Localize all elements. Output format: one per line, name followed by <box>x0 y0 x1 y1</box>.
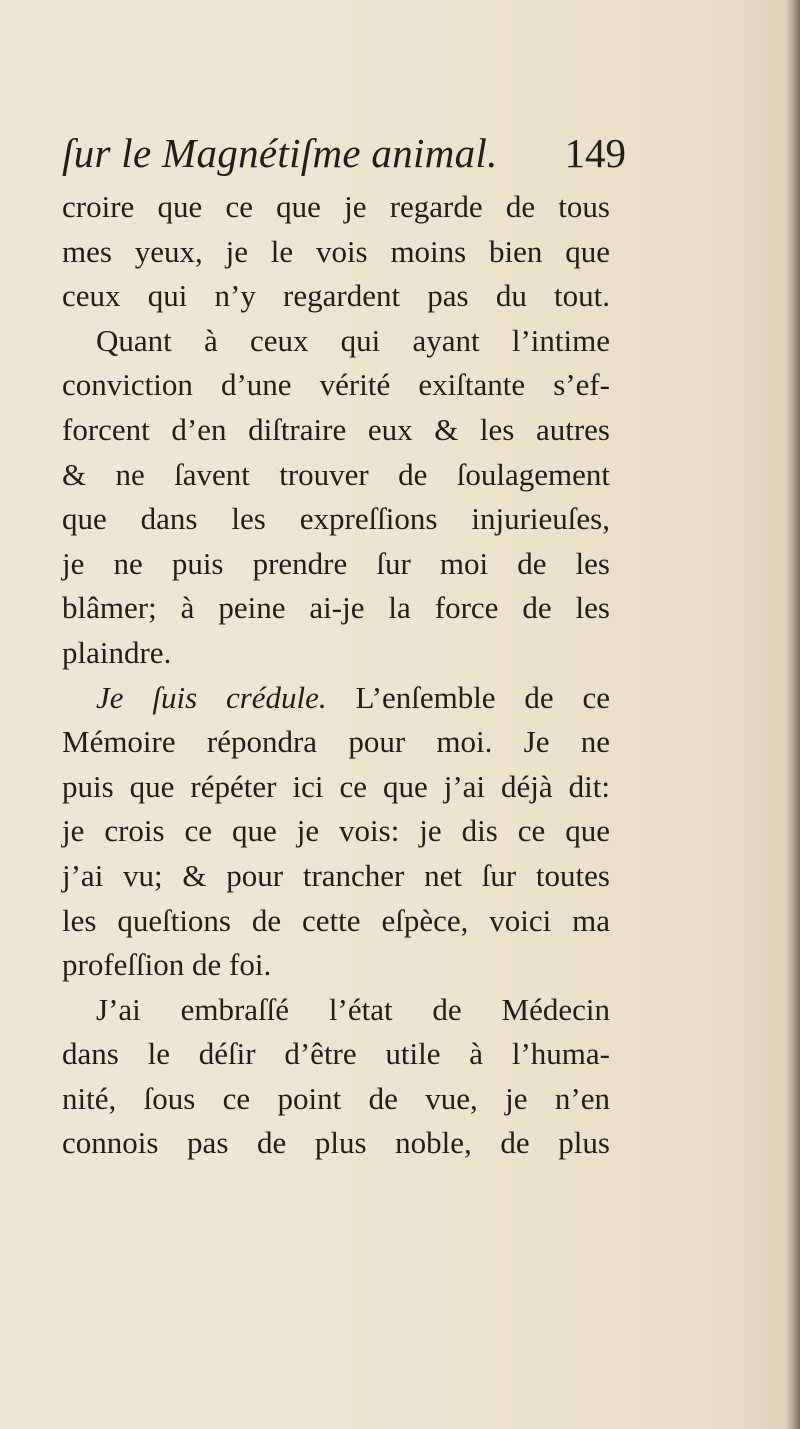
text-line: je crois ce que je vois: je dis ce que <box>62 813 610 849</box>
italic-lead-phrase: Je ſuis crédule. <box>96 679 327 715</box>
paragraph-start-line: J’ai embraſſé l’état de Médecin <box>96 991 610 1027</box>
text-line-rest: L’enſemble de ce <box>355 679 611 715</box>
page-header <box>62 118 626 188</box>
running-title: ſur le Magnétiſme animal. <box>62 130 498 176</box>
paragraph-start-line <box>62 676 610 721</box>
text-line: puis que répéter ici ce que j’ai déjà dit: <box>62 768 610 804</box>
text-line: dans le déſir d’être utile à l’huma- <box>62 1036 610 1072</box>
text-line: les queſtions de cette eſpèce, voici ma <box>62 902 610 938</box>
text-line: forcent d’en diſtraire eux & les autres <box>62 411 610 447</box>
text-line: ceux qui n’y regardent pas du tout. <box>62 278 610 314</box>
paragraph-end-line: plaindre. <box>62 634 172 670</box>
text-line: & ne ſavent trouver de ſoulagement <box>62 456 610 492</box>
text-line: Mémoire répondra pour moi. Je ne <box>62 724 610 760</box>
text-line: croire que ce que je regarde de tous <box>62 189 610 224</box>
text-line: conviction d’une vérité exiſtante s’ef- <box>62 367 610 403</box>
text-line: blâmer; à peine ai-je la force de les <box>62 590 610 626</box>
text-line: je ne puis prendre ſur moi de les <box>62 545 610 581</box>
text-line: nité, ſous ce point de vue, je n’en <box>62 1080 610 1116</box>
text-line: j’ai vu; & pour trancher net ſur toutes <box>62 857 610 893</box>
page-number: 149 <box>564 130 626 176</box>
body-text <box>62 185 610 1166</box>
text-line: connois pas de plus noble, de plus <box>62 1125 610 1161</box>
page-gutter-shadow <box>786 0 800 1429</box>
paragraph-start-line: Quant à ceux qui ayant l’intime <box>96 322 610 358</box>
paragraph-end-line: profeſſion de foi. <box>62 947 272 983</box>
text-line: que dans les expreſſions injurieuſes, <box>62 501 610 537</box>
text-line: mes yeux, je le vois moins bien que <box>62 233 610 269</box>
